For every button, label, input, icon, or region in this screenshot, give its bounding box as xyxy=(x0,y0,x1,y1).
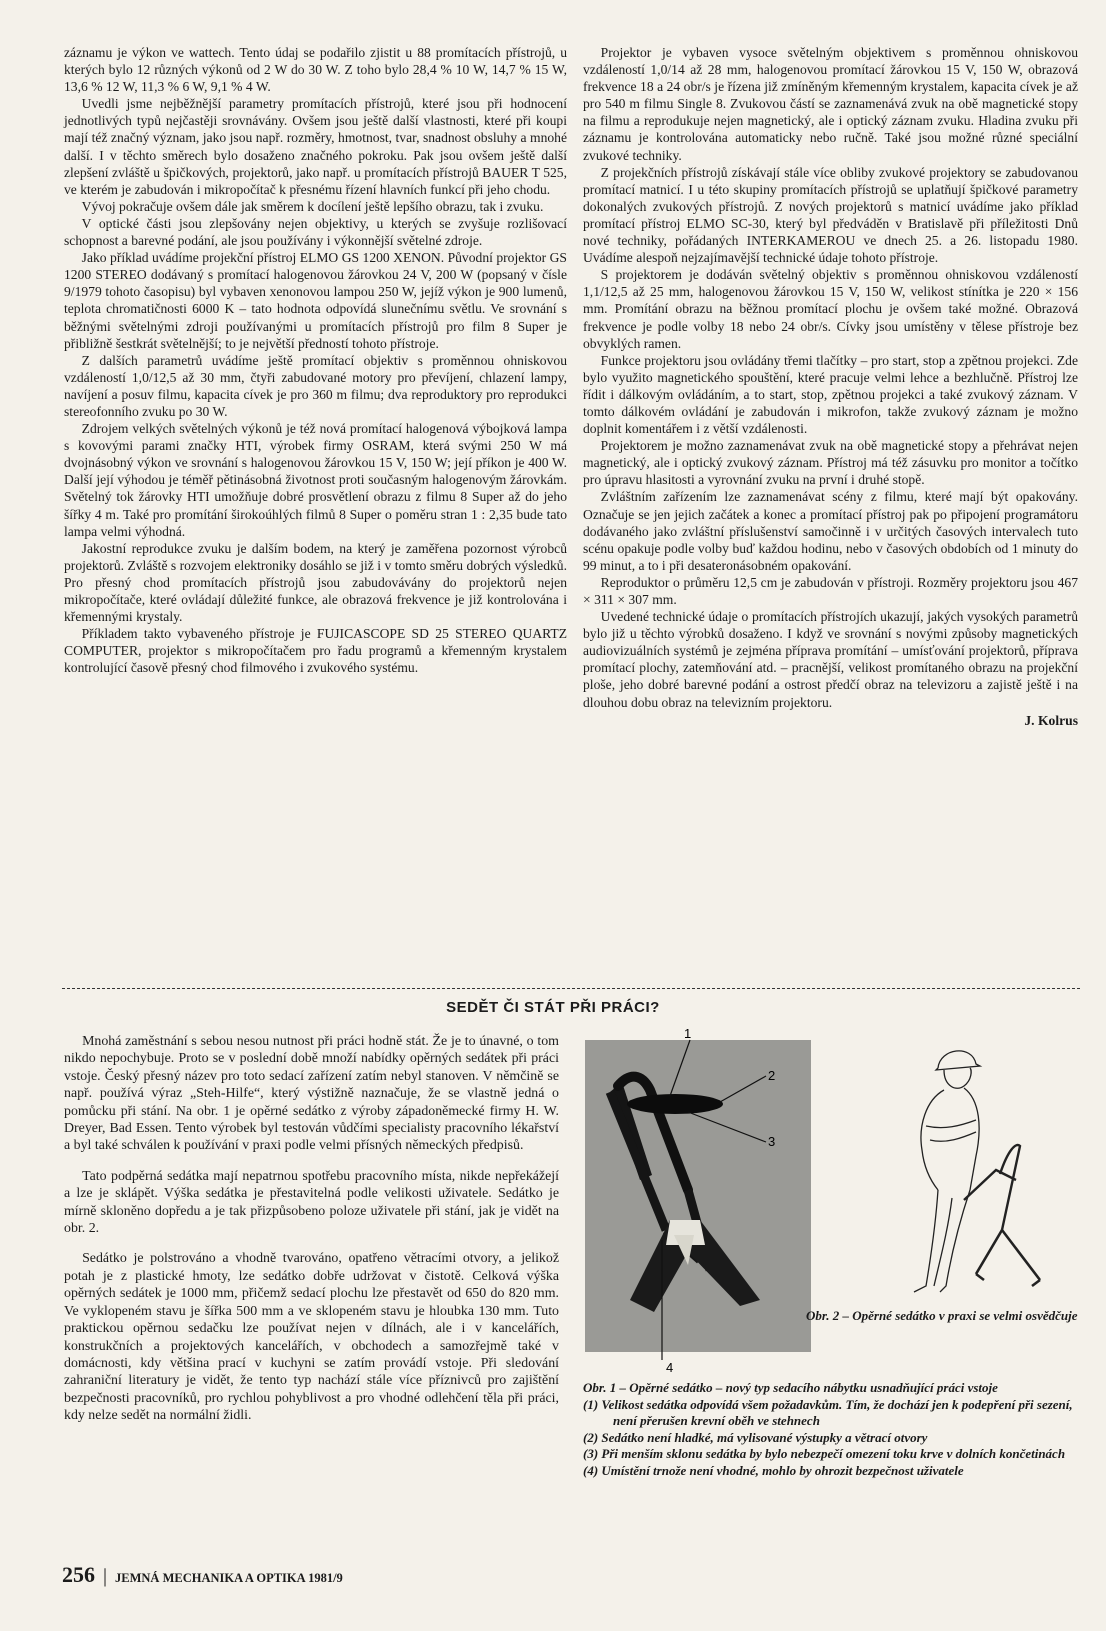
paragraph: Zvláštním zařízením lze zaznamenávat scény z filmu, které mají být opakovány. Označuje se jen jejich začátek a konec a promítací přístroj pak po připojení programátoru dodávaného jako zvláštní příslušenství samočinně i v určitých časových intervalech tuto scénu opakuje podle volby buď každou hodinu, nebo v časových obdobích od 1 minuty do 99 minut, a to i při desateronásobném opakování. xyxy=(583,489,1078,573)
paragraph: Uvedené technické údaje o promítacích přístrojích ukazují, jakých vysokých parametrů bylo již u těchto výrobků dosaženo. I když ve srovnání s novými způsoby magnetických audiovizuálních systémů je zejména příprava promítání – umísťování projektorů, příprava promítací plochy, zatemňování atd. – pracnější, velikost promítaného obrazu na projekční ploše, jeho dobré barevné podání a ostrost předčí obraz na televizoru a zajistě ještě i na dlouhou dobu obraz na televizním projektoru. xyxy=(583,609,1078,710)
section-divider xyxy=(62,988,1080,989)
paragraph: Projektor je vybaven vysoce světelným objektivem s proměnnou ohniskovou vzdáleností 1,0/14 až 28 mm, halogenovou promítací žárovkou 15 V, 150 W, obrazová frekvence 18 a 24 obr/s je řízena již zmíněným křemenným krystalem, kapacita cívek je až pro 540 m filmu Single 8. Zvukovou částí se zaznamenává zvuk na obě magnetické stopy na filmu a reprodukuje nejen magnetický, ale i optický záznam zvuku. Hladina zvuku při záznamu je kontrolována automaticky nebo ručně. Také jsou možné různé speciální zvukové techniky. xyxy=(583,45,1078,163)
paragraph: Tato podpěrná sedátka mají nepatrnou spotřebu pracovního místa, nikde nepřekážejí a lze je sklápět. Výška sedátka je přestavitelná podle velikosti uživatele. Sedátko je mírně skloněno dopředu a je tak přizpůsobeno poloze uživatele při stání, jak je vidět na obr. 2. xyxy=(64,1168,559,1237)
paragraph: S projektorem je dodáván světelný objektiv s proměnnou ohniskovou vzdáleností 1,1/12,5 až 25 mm, halogenovou žárovkou 15 V, 150 W, velikost stínítka je 220 × 156 mm. Promítání obrazu na běžnou promítací plochu je ovšem také možné. Obrazová frekvence je podle volby 18 nebo 24 obr/s. Cívky jsou umístěny v tělese přístroje bez obvyklých ramen. xyxy=(583,267,1078,351)
paragraph: Jako příklad uvádíme projekční přístroj ELMO GS 1200 XENON. Původní projektor GS 1200 STEREO dodávaný s promítací halogenovou žárovkou 24 V, 200 W (popsaný v čísle 9/1979 tohoto časopisu) byl vybaven xenonovou lampou 250 W, jejíž výkon je 900 lumenů, teplota chromatičnosti 6000 K – tato hodnota odpovídá slunečnímu světlu. Ve srovnání s běžnými světelnými zdroji používanými u promítacích přístrojů pro film 8 Super je přibližně šestkrát světelnější; to je největší předností tohoto přístroje. xyxy=(64,250,567,351)
callout-4: 4 xyxy=(666,1360,674,1375)
paragraph: Uvedli jsme nejběžnější parametry promítacích přístrojů, které jsou při hodnocení jednotlivých typů nejčastěji srovnávány. Ovšem jsou ještě další vlastnosti, které při koupi mají též značný význam, jako jsou např. rozměry, hmotnost, tvar, snadnost obsluhy a mnohé další. I v těchto směrech bylo dosaženo značného pokroku. Pak jsou ovšem ještě další zlepšení zvláště u špičkových, projektorů, jako např. u promítacích přístrojů BAUER T 525, ve kterém je zabudován i mikropočítač k přesnému řízení hlavních funkcí při jeho chodu. xyxy=(64,96,567,197)
page-number: 256 xyxy=(62,1562,95,1587)
figure1-caption-item: (3) Při menším sklonu sedátka by bylo nebezpečí omezení toku krve v dolních končetinách xyxy=(583,1446,1066,1462)
article-title: SEDĚT ČI STÁT PŘI PRÁCI? xyxy=(446,999,660,1016)
paragraph: Projektorem je možno zaznamenávat zvuk na obě magnetické stopy a přehrávat nejen magnetický, ale i optický zvukový záznam. Přístroj má též zásuvku pro monitor a točítko pro úpravu hlasitosti a vyrovnání zvuku na první i druhé stopě. xyxy=(583,438,1078,488)
paragraph: Zdrojem velkých světelných výkonů je též nová promítací halogenová výbojková lampa s kovovými parami značky HTI, výrobek firmy OSRAM, která svými 250 W má dvojnásobný výkon ve srovnání s halogenovou žárovkou 15 V, 150 W; její příkon je 400 W. Další její výhodou je téměř pětinásobná životnost proti současným halogenovým žárovkám. Světelný tok žárovky HTI umožňuje dobré prosvětlení obrazu z filmu 8 Super až do jeho šířky 4 m. Také pro promítání širokoúhlých filmů 8 Super o poměru stran 1 : 2,35 bude tato lampa velmi výhodná. xyxy=(64,421,567,539)
figure2-caption: Obr. 2 – Opěrné sedátko v praxi se velmi osvědčuje xyxy=(806,1308,1078,1323)
figure2-worker-drawing xyxy=(860,1030,1060,1320)
figure1-caption xyxy=(583,1380,1078,1480)
figure1-stool-drawing xyxy=(570,1026,810,1390)
paragraph: V optické části jsou zlepšovány nejen objektivy, u kterých se zvyšuje rozlišovací schopnost a barevné podání, ale jsou používány i výkonnější světelné zdroje. xyxy=(64,215,567,249)
paragraph: Mnohá zaměstnání s sebou nesou nutnost při práci hodně stát. Že je to únavné, o tom nikdo nepochybuje. Proto se v poslední době množí nabídky opěrných sedátek při práci vstoje. Český přesný název pro toto sedací zařízení zatím nebyl stanoven. V němčině se např. používá výraz „Steh-Hilfe“, který výstižně naznačuje, že se vlastně jedná o pomůcku při stání. Na obr. 1 je opěrné sedátko z výroby západoněmecké firmy H. W. Dreyer, Bad Essen. Tento výrobek byl testován vůdčími specialisty pracovního lékařství a byl také schválen k používání v praxi podle velmi přísných německých předpisů. xyxy=(64,1034,559,1154)
figure1-caption-item: (2) Sedátko není hladké, má vylisované výstupky a větrací otvory xyxy=(583,1429,928,1445)
figure1-caption-item: (1) Velikost sedátka odpovídá všem požadavkům. Tím, že dochází jen k podepření při sezení, není přerušen krevní oběh ve stehnech xyxy=(583,1396,1073,1429)
footer-separator: | xyxy=(103,1565,108,1587)
author-signature: J. Kolrus xyxy=(1024,712,1078,728)
journal-name: JEMNÁ MECHANIKA A OPTIKA 1981/9 xyxy=(115,1571,343,1585)
paragraph: Příkladem takto vybaveného přístroje je FUJICASCOPE SD 25 STEREO QUARTZ COMPUTER, projektor s mikropočítačem pro řadu programů a křemenným krystalem kontrolující časově přesný chod filmového i zvukového systému. xyxy=(64,626,567,676)
paragraph: Z projekčních přístrojů získávají stále více obliby zvukové projektory se zabudovanou promítací matnicí. I u této skupiny promítacích přístrojů se uplatňují špičkové parametry dokonalých zvukových přístrojů. Z nových projektorů s matnicí uvádíme jako příklad promítací přístroj ELMO SC-30, který byl předváděn v Bratislavě při příležitosti Dnů nové techniky, pořádaných INTERKAMEROU ve dnech 25. a 26. listopadu 1980. Uvádíme alespoň nejzajímavější technické údaje tohoto přístroje. xyxy=(583,164,1078,266)
paragraph: Funkce projektoru jsou ovládány třemi tlačítky – pro start, stop a zpětnou projekci. Zde bylo využito magnetického spouštění, které pracuje velmi lehce a bezhlučně. Přístroj lze řídit i dálkovým ovládáním, a to start, stop, zpětnou projekci a také zvukový záznam. V tomto dálkovém ovládání je zabudován i mikrofon, takže zvukový záznam je možno doplnit komentářem i z větší vzdálenosti. xyxy=(583,352,1078,437)
article1-right-column xyxy=(583,44,1078,729)
paragraph: Jakostní reprodukce zvuku je dalším bodem, na který je zaměřena pozornost výrobců projektorů. Zvláště s rozvojem elektroniky dosáhlo se již i v tomto směru dobrých výsledků. Pro přesný chod promítacích přístrojů jsou zabudovávány do projektorů nejen mikropočítače, které ovládají důležité funkce, ale obrazová frekvence je již kontrolována i křemennými krystaly. xyxy=(64,540,567,625)
figure1-caption-title: Obr. 1 – Opěrné sedátko – nový typ sedacího nábytku usnadňující práci vstoje xyxy=(583,1380,998,1395)
callout-3: 3 xyxy=(768,1134,776,1149)
paragraph: Reproduktor o průměru 12,5 cm je zabudován v přístroji. Rozměry projektoru jsou 467 × 311 × 307 mm. xyxy=(583,574,1078,607)
callout-1: 1 xyxy=(684,1026,692,1041)
paragraph: Sedátko je polstrováno a vhodně tvarováno, opatřeno větracími otvory, a jelikož potah je z plastické hmoty, lze sedátko dobře udržovat v čistotě. Celková výška opěrných sedátek je 1000 mm, přičemž sedací plochu lze přestavět od 650 do 820 mm. Ve vyklopeném stavu je šířka 500 mm a ve sklopeném stavu je hloubka 130 mm. Tuto praktickou opěrnou sedačku lze používat nejen v dílnách, ale i v kancelářích, konstrukčních a projektových kancelářích, v obchodech a samozřejmě také v domácnosti, kdy většina prací v kuchyni se zatím provádí vstoje. Při sledování zahraniční literatury je vidět, že tento typ nachází stále více příznivců pro zajištění bezpečnosti pracovníků, pro rychlou pohyblivost a pro vhodné odlehčení těla při práci, kdy nelze sedět na normální židli. xyxy=(64,1251,559,1424)
paragraph: záznamu je výkon ve wattech. Tento údaj se podařilo zjistit u 88 promítacích přístrojů, u kterých bylo 12 různých výkonů od 2 W do 30 W. Z toho bylo 28,4 % 10 W, 14,7 % 15 W, 13,6 % 12 W, 11,3 % 6 W, 9,1 % 4 W. xyxy=(64,45,567,95)
paragraph: Vývoj pokračuje ovšem dále jak směrem k docílení ještě lepšího obrazu, tak i zvuku. xyxy=(81,198,544,214)
paragraph: Z dalších parametrů uvádíme ještě promítací objektiv s proměnnou ohniskovou vzdáleností 1,0/12,5 až 30 mm, čtyři zabudované motory pro převíjení, chlazení lampy, navíjení a posuv filmu, kapacita cívek je pro 360 m filmu; dva reproduktory pro reprodukci stereofonního zvuku po 30 W. xyxy=(64,352,567,419)
callout-2: 2 xyxy=(768,1068,776,1083)
article2-body xyxy=(64,1033,559,1438)
figure1-caption-item: (4) Umístění trnože není vhodné, mohlo by ohrozit bezpečnost uživatele xyxy=(583,1462,964,1478)
page-footer xyxy=(62,1562,343,1588)
article1-left-column xyxy=(64,44,567,676)
